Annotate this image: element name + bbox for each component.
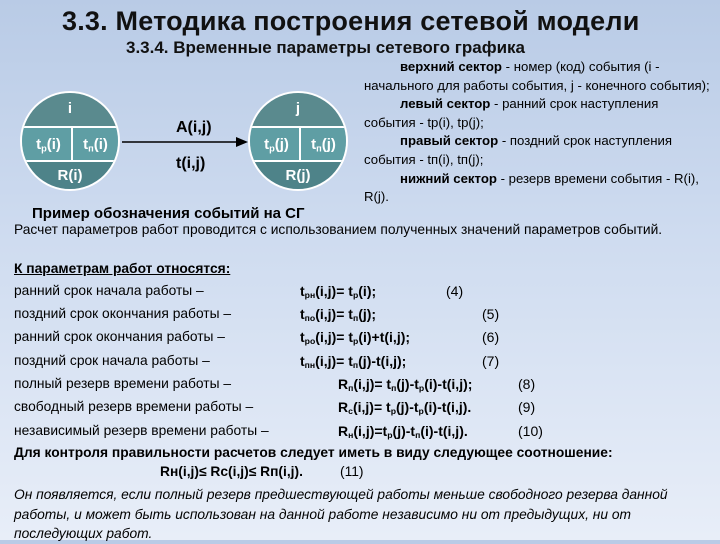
param-label: независимый резерв времени работы – bbox=[14, 423, 269, 438]
param-formula: $t_{рн}(i,j)= t_р(i)$; bbox=[300, 283, 377, 301]
legend-item: верхний сектор - номер (код) события (i - начального для работы события, j - конечного события); bbox=[364, 59, 710, 93]
param-label: полный резерв времени работы – bbox=[14, 376, 232, 391]
param-label: свободный резерв времени работы – bbox=[14, 399, 254, 414]
param-number: (4) bbox=[446, 283, 464, 299]
param-number: (8) bbox=[518, 376, 536, 392]
node-j-left-label: $t_p(j)$ bbox=[264, 136, 289, 154]
intro-text: Расчет параметров работ проводится с использованием полученных значений параметров событий. bbox=[14, 222, 663, 237]
event-node-i bbox=[20, 91, 120, 191]
param-number: (6) bbox=[482, 329, 500, 345]
legend-item: нижний сектор - резерв времени события - R(i), R(j). bbox=[364, 170, 699, 205]
param-label: ранний срок начала работы – bbox=[14, 283, 204, 298]
node-j-bottom-label: R(j) bbox=[285, 167, 311, 184]
control-number: (11) bbox=[340, 464, 364, 479]
page-title: 3.3. Методика построения сетевой модели bbox=[62, 6, 640, 36]
param-formula: $R_п(i,j)= t_п(j)-t_р(i)-t(i,j)$; bbox=[338, 376, 473, 394]
param-formula: $R_с(i,j)= t_р(j)-t_р(i)-t(i,j)$. bbox=[338, 399, 472, 417]
legend-item: левый сектор - ранний срок наступления события - tp(i), tp(j); bbox=[364, 96, 659, 130]
control-text: Для контроля правильности расчетов следует иметь в виду следующее соотношение: bbox=[14, 445, 613, 460]
node-i-top-label: i bbox=[67, 100, 73, 117]
param-number: (7) bbox=[482, 353, 500, 369]
param-formula: $t_{пн}(i,j)= t_п(j)-t(i,j)$; bbox=[300, 353, 407, 371]
note-text: Он появляется, если полный резерв предшествующей работы меньше свободного резерва данной работы, и может быть использован на данной работе независимо ни от предыдущих, ни от последующих работ. bbox=[14, 487, 668, 541]
param-number: (9) bbox=[518, 399, 536, 415]
param-formula: $t_{по}(i,j)= t_п(j)$; bbox=[300, 306, 377, 324]
arrow-bottom-label: t(i,j) bbox=[176, 155, 206, 172]
event-node-j bbox=[248, 91, 348, 191]
param-formula: $t_{ро}(i,j)= t_р(i)+t(i,j)$; bbox=[300, 329, 411, 347]
param-label: поздний срок начала работы – bbox=[14, 353, 210, 368]
node-i-bottom-label: R(i) bbox=[57, 167, 83, 184]
node-i-right-label: $t_п(i)$ bbox=[83, 136, 108, 154]
node-j-top-label: j bbox=[295, 100, 301, 117]
sector-legend bbox=[364, 58, 712, 207]
node-i-left-label: $t_p(i)$ bbox=[36, 136, 61, 154]
param-number: (5) bbox=[482, 306, 500, 322]
control-formula: Rн(i,j)≤ Rс(i,j)≤ Rп(i,j). bbox=[160, 464, 303, 479]
param-number: (10) bbox=[518, 423, 543, 439]
arrow-top-label: A(i,j) bbox=[176, 119, 212, 136]
node-j-right-label: $t_п(j)$ bbox=[311, 136, 336, 154]
page-subtitle: 3.3.4. Временные параметры сетевого графика bbox=[126, 38, 525, 57]
legend-item: правый сектор - поздний срок наступления события - tп(i), tп(j); bbox=[364, 133, 672, 167]
param-label: ранний срок окончания работы – bbox=[14, 329, 225, 344]
param-label: поздний срок окончания работы – bbox=[14, 306, 232, 321]
diagram-caption: Пример обозначения событий на СГ bbox=[32, 205, 305, 222]
param-formula: $R_н(i,j)=t_р(j)-t_п(i)-t(i,j)$. bbox=[338, 423, 468, 441]
params-heading: К параметрам работ относятся: bbox=[14, 261, 231, 276]
